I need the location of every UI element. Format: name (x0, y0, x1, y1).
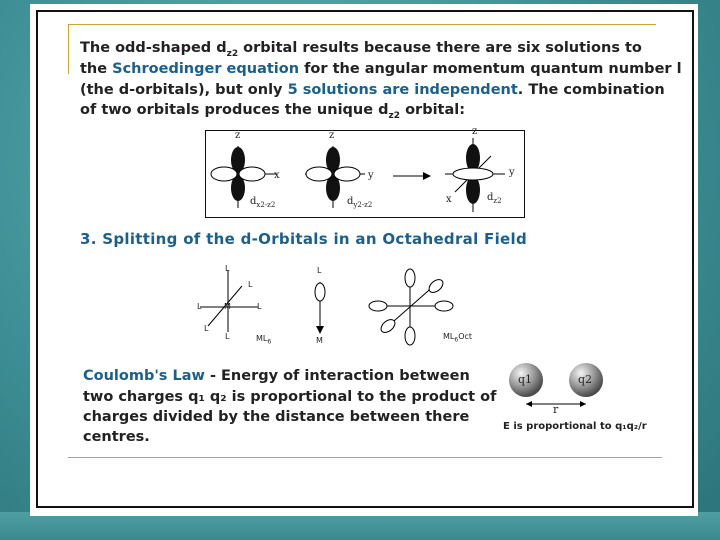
orbital-left-name: $d_{x2-z2}$ (250, 196, 276, 209)
ligand-label-sw: L (204, 324, 209, 333)
combination-arrow (393, 172, 431, 180)
decorative-wave-band (0, 512, 720, 540)
coulomb-line-3: charges divided by the distance between there (83, 409, 470, 425)
ligand-label-west: L (197, 302, 202, 311)
independent-highlight: 5 solutions are independent (287, 82, 518, 98)
orbital-left-z-label: z (235, 130, 241, 141)
ligand-label-bottom: L (225, 332, 230, 341)
gold-top-rule (68, 24, 656, 25)
r-label: r (553, 403, 559, 416)
section-heading: 3. Splitting of the d-Orbitals in an Octahedral Field (80, 230, 527, 248)
intro-line-1: The odd-shaped $d_{z2}$ orbital results because there are six solutions to (80, 40, 642, 59)
ligand-arrow (315, 282, 325, 334)
coulomb-charges-diagram (496, 360, 668, 420)
orbital-middle-axis-label: y (368, 170, 374, 181)
intro-line-3: (the d-orbitals), but only 5 solutions are independent. The combination (80, 82, 665, 98)
orbital-middle-name: $d_{y2-z2}$ (347, 196, 373, 209)
coulomb-title: Coulomb's Law (83, 368, 205, 384)
orbital-right-x-label: x (446, 194, 452, 205)
orbital-middle-z-label: z (329, 130, 335, 141)
ligand-arrow-label: L (317, 266, 322, 275)
ligand-label-ne: L (248, 280, 253, 289)
metal-label-middle: M (316, 336, 323, 345)
orbital-right-y-label: y (509, 167, 515, 178)
gold-left-rule (68, 24, 69, 74)
coulomb-formula: E is proportional to q₁q₂/r (503, 421, 647, 432)
schroedinger-highlight: Schroedinger equation (112, 61, 300, 77)
orbital-right-z-label: z (472, 126, 478, 137)
coulomb-line-1: Coulomb's Law - Energy of interaction between (83, 368, 470, 384)
orbital-right-name: $d_{z2}$ (487, 192, 502, 205)
ligand-label-east: L (257, 302, 262, 311)
ml6-oct-label: $ML_6Oct$ (443, 332, 473, 344)
metal-label-left: M (224, 302, 231, 311)
ligand-label-top: L (225, 264, 230, 273)
q1-label: q1 (518, 373, 533, 386)
coulomb-line-2: two charges q₁ q₂ is proportional to the product of (83, 389, 497, 405)
gold-bottom-rule (68, 457, 662, 458)
ml6-label: $ML_6$ (256, 334, 272, 346)
ml6-oct-structure (369, 269, 453, 345)
orbital-left-axis-label: x (274, 170, 280, 181)
q2-label: q2 (578, 373, 593, 386)
intro-line-2: the Schroedinger equation for the angular momentum quantum number l (80, 61, 682, 77)
intro-line-4: of two orbitals produces the unique $d_{z2}$ orbital: (80, 102, 466, 121)
coulomb-line-4: centres. (83, 429, 150, 445)
